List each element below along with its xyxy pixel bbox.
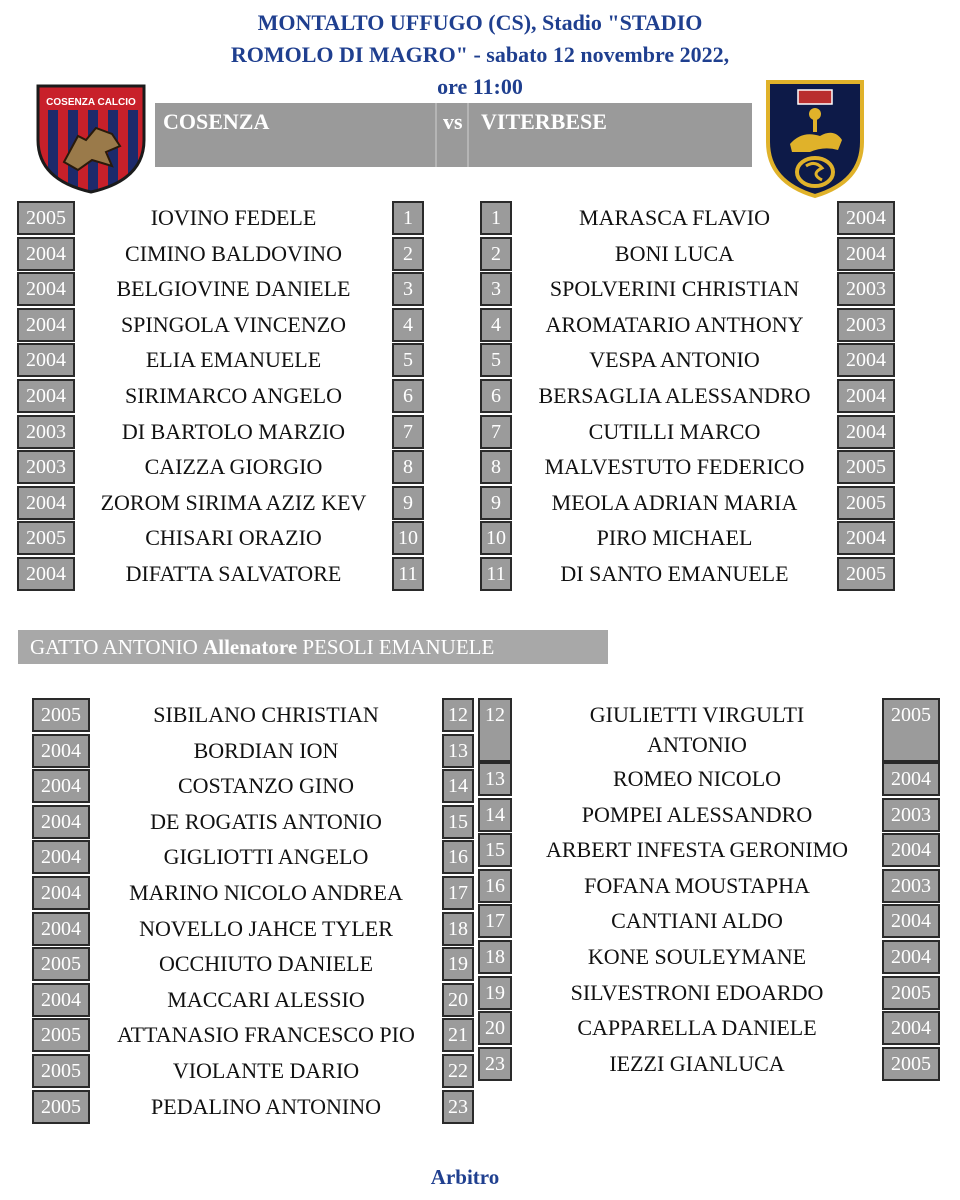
- birth-year: 2005: [17, 521, 75, 555]
- birth-year: 2004: [32, 734, 90, 768]
- player-name: ZOROM SIRIMA AZIZ KEV: [100, 489, 367, 515]
- shirt-number: 7: [392, 415, 424, 449]
- player-row: [0, 415, 960, 449]
- home-coach: GATTO ANTONIO: [30, 635, 198, 659]
- shirt-number: 15: [478, 833, 512, 867]
- player-name: ROMEO NICOLO: [612, 766, 782, 791]
- shirt-number: 4: [392, 308, 424, 342]
- venue-line-3: ore 11:00: [437, 74, 523, 99]
- shirt-number: 12: [478, 698, 512, 762]
- player-row: [0, 201, 960, 235]
- shirt-number: 8: [392, 450, 424, 484]
- shirt-number: 2: [480, 237, 512, 271]
- player-name: SPINGOLA VINCENZO: [120, 311, 347, 337]
- player-name-line2: ANTONIO: [647, 732, 747, 757]
- player-name: CAPPARELLA DANIELE: [577, 1015, 817, 1041]
- player-name: CANTIANI ALDO: [611, 908, 783, 934]
- birth-year: 2004: [32, 912, 90, 946]
- shirt-number: 1: [480, 201, 512, 235]
- shirt-number: 17: [442, 876, 474, 910]
- birth-year: 2005: [882, 1047, 940, 1081]
- shirt-number: 12: [442, 698, 474, 732]
- birth-year: 2004: [837, 237, 895, 271]
- vs-label: vs: [443, 109, 463, 134]
- player-row: [0, 237, 960, 271]
- player-name: SIBILANO CHRISTIAN: [153, 702, 379, 727]
- coaches-bar: [18, 630, 608, 664]
- birth-year: 2004: [32, 805, 90, 839]
- birth-year: 2005: [32, 1054, 90, 1088]
- cosenza-logo-text: COSENZA CALCIO: [46, 97, 136, 108]
- player-name: COSTANZO GINO: [177, 773, 355, 799]
- shirt-number: 1: [392, 201, 424, 235]
- player-row: [0, 698, 960, 762]
- player-name: FOFANA MOUSTAPHA: [584, 872, 810, 898]
- player-row: [0, 976, 960, 1010]
- player-name: CIMINO BALDOVINO: [125, 240, 342, 266]
- player-name: ELIA EMANUELE: [145, 347, 322, 373]
- birth-year: 2003: [882, 869, 940, 903]
- player-name: DIFATTA SALVATORE: [125, 561, 342, 586]
- player-row: [0, 833, 960, 867]
- shirt-number: 15: [442, 805, 474, 839]
- player-row: [0, 904, 960, 938]
- birth-year: 2005: [32, 1090, 90, 1124]
- home-team-name: COSENZA: [163, 109, 270, 134]
- shirt-number: 8: [480, 450, 512, 484]
- birth-year: 2003: [882, 798, 940, 832]
- shirt-number: 13: [442, 734, 474, 768]
- shirt-number: 20: [478, 1011, 512, 1045]
- birth-year: 2004: [17, 379, 75, 413]
- birth-year: 2003: [837, 308, 895, 342]
- shirt-number: 19: [478, 976, 512, 1010]
- player-row: [0, 869, 960, 903]
- player-name: [512, 700, 882, 764]
- birth-year: 2005: [882, 976, 940, 1010]
- player-row: [0, 343, 960, 377]
- shirt-number: 5: [480, 343, 512, 377]
- shirt-number: 23: [478, 1047, 512, 1081]
- shirt-number: 20: [442, 983, 474, 1017]
- player-name: BONI LUCA: [614, 240, 735, 266]
- birth-year: 2004: [837, 521, 895, 555]
- player-row: [0, 557, 960, 591]
- player-name: MEOLA ADRIAN MARIA: [551, 489, 798, 515]
- player-name: POMPEI ALESSANDRO: [581, 801, 813, 827]
- arbitro-label: Arbitro: [430, 1165, 500, 1189]
- player-name: DI BARTOLO MARZIO: [121, 418, 346, 444]
- birth-year: 2004: [837, 201, 895, 235]
- birth-year: 2005: [837, 450, 895, 484]
- shirt-number: 14: [478, 798, 512, 832]
- player-name: PEDALINO ANTONINO: [151, 1093, 381, 1119]
- player-row: [0, 940, 960, 974]
- shirt-number: 2: [392, 237, 424, 271]
- birth-year: 2004: [32, 983, 90, 1017]
- player-name: BERSAGLIA ALESSANDRO: [538, 383, 811, 408]
- birth-year: 2005: [32, 947, 90, 981]
- player-name-line1: GIULIETTI VIRGULTI: [589, 702, 805, 727]
- birth-year: 2004: [17, 237, 75, 271]
- player-name: BORDIAN ION: [193, 737, 339, 763]
- player-name: ATTANASIO FRANCESCO PIO: [117, 1022, 415, 1048]
- shirt-number: 4: [480, 308, 512, 342]
- shirt-number: 3: [392, 272, 424, 306]
- player-name: ARBERT INFESTA GERONIMO: [545, 837, 849, 863]
- shirt-number: 22: [442, 1054, 474, 1088]
- player-name: CAIZZA GIORGIO: [144, 454, 323, 480]
- player-name: MARINO NICOLO ANDREA: [129, 880, 403, 905]
- player-name: SILVESTRONI EDOARDO: [570, 979, 824, 1005]
- birth-year: 2004: [17, 272, 75, 306]
- birth-year: 2004: [32, 876, 90, 910]
- player-row: [0, 486, 960, 520]
- player-name: VESPA ANTONIO: [589, 347, 760, 373]
- player-name: GIGLIOTTI ANGELO: [163, 844, 369, 870]
- birth-year: 2005: [882, 698, 940, 762]
- birth-year: 2004: [882, 1011, 940, 1045]
- birth-year: 2004: [17, 308, 75, 342]
- player-name: IEZZI GIANLUCA: [609, 1050, 785, 1076]
- player-row: [0, 1011, 960, 1045]
- birth-year: 2003: [17, 450, 75, 484]
- player-row: [0, 762, 960, 796]
- player-name: MACCARI ALESSIO: [167, 986, 365, 1012]
- birth-year: 2004: [17, 557, 75, 591]
- player-name: MALVESTUTO FEDERICO: [544, 454, 805, 480]
- player-name: PIRO MICHAEL: [596, 525, 753, 551]
- birth-year: 2003: [837, 272, 895, 306]
- away-coach: PESOLI EMANUELE: [302, 635, 495, 659]
- shirt-number: 10: [392, 521, 424, 555]
- match-bar: [155, 103, 752, 167]
- birth-year: 2005: [32, 1018, 90, 1052]
- player-row: [0, 272, 960, 306]
- shirt-number: 9: [392, 486, 424, 520]
- birth-year: 2005: [32, 698, 90, 732]
- birth-year: 2003: [17, 415, 75, 449]
- shirt-number: 13: [478, 762, 512, 796]
- player-name: AROMATARIO ANTHONY: [545, 311, 804, 337]
- player-name: CUTILLI MARCO: [588, 418, 761, 444]
- shirt-number: 21: [442, 1018, 474, 1052]
- player-name: DI SANTO EMANUELE: [560, 561, 789, 586]
- shirt-number: 3: [480, 272, 512, 306]
- cosenza-logo: [34, 80, 148, 196]
- player-name: DE ROGATIS ANTONIO: [150, 808, 382, 834]
- player-row: [0, 798, 960, 832]
- birth-year: 2004: [882, 833, 940, 867]
- shirt-number: 11: [480, 557, 512, 591]
- birth-year: 2004: [837, 343, 895, 377]
- player-row: [0, 308, 960, 342]
- birth-year: 2004: [882, 940, 940, 974]
- birth-year: 2004: [32, 769, 90, 803]
- player-name: MARASCA FLAVIO: [579, 205, 770, 230]
- player-row: [0, 1047, 960, 1081]
- birth-year: 2004: [17, 486, 75, 520]
- coach-label: Allenatore: [203, 635, 298, 659]
- shirt-number: 6: [480, 379, 512, 413]
- shirt-number: 9: [480, 486, 512, 520]
- player-name: CHISARI ORAZIO: [145, 525, 322, 551]
- shirt-number: 19: [442, 947, 474, 981]
- shirt-number: 23: [442, 1090, 474, 1124]
- player-row: [0, 379, 960, 413]
- venue-line-1: MONTALTO UFFUGO (CS), Stadio "STADIO: [257, 10, 703, 35]
- birth-year: 2004: [837, 379, 895, 413]
- player-name: SPOLVERINI CHRISTIAN: [549, 276, 800, 302]
- player-name: OCCHIUTO DANIELE: [158, 951, 374, 977]
- shirt-number: 6: [392, 379, 424, 413]
- shirt-number: 7: [480, 415, 512, 449]
- player-row: [0, 521, 960, 555]
- birth-year: 2005: [17, 201, 75, 235]
- player-row: [0, 450, 960, 484]
- player-name: KONE SOULEYMANE: [587, 944, 807, 969]
- shirt-number: 18: [442, 912, 474, 946]
- shirt-number: 16: [442, 840, 474, 874]
- away-team-name: VITERBESE: [481, 109, 607, 134]
- player-row: [0, 1090, 960, 1124]
- birth-year: 2005: [837, 486, 895, 520]
- player-name: SIRIMARCO ANGELO: [125, 383, 342, 408]
- shirt-number: 11: [392, 557, 424, 591]
- player-name: BELGIOVINE DANIELE: [116, 276, 351, 302]
- shirt-number: 16: [478, 869, 512, 903]
- birth-year: 2004: [837, 415, 895, 449]
- birth-year: 2004: [17, 343, 75, 377]
- viterbese-logo: [762, 78, 868, 200]
- shirt-number: 18: [478, 940, 512, 974]
- shirt-number: 17: [478, 904, 512, 938]
- birth-year: 2004: [882, 904, 940, 938]
- venue-line-2: ROMOLO DI MAGRO" - sabato 12 novembre 2022,: [230, 42, 730, 67]
- birth-year: 2004: [882, 762, 940, 796]
- player-name: VIOLANTE DARIO: [172, 1058, 360, 1083]
- shirt-number: 5: [392, 343, 424, 377]
- shirt-number: 10: [480, 521, 512, 555]
- player-name: NOVELLO JAHCE TYLER: [139, 915, 393, 941]
- player-name: IOVINO FEDELE: [150, 205, 317, 230]
- birth-year: 2005: [837, 557, 895, 591]
- shirt-number: 14: [442, 769, 474, 803]
- birth-year: 2004: [32, 840, 90, 874]
